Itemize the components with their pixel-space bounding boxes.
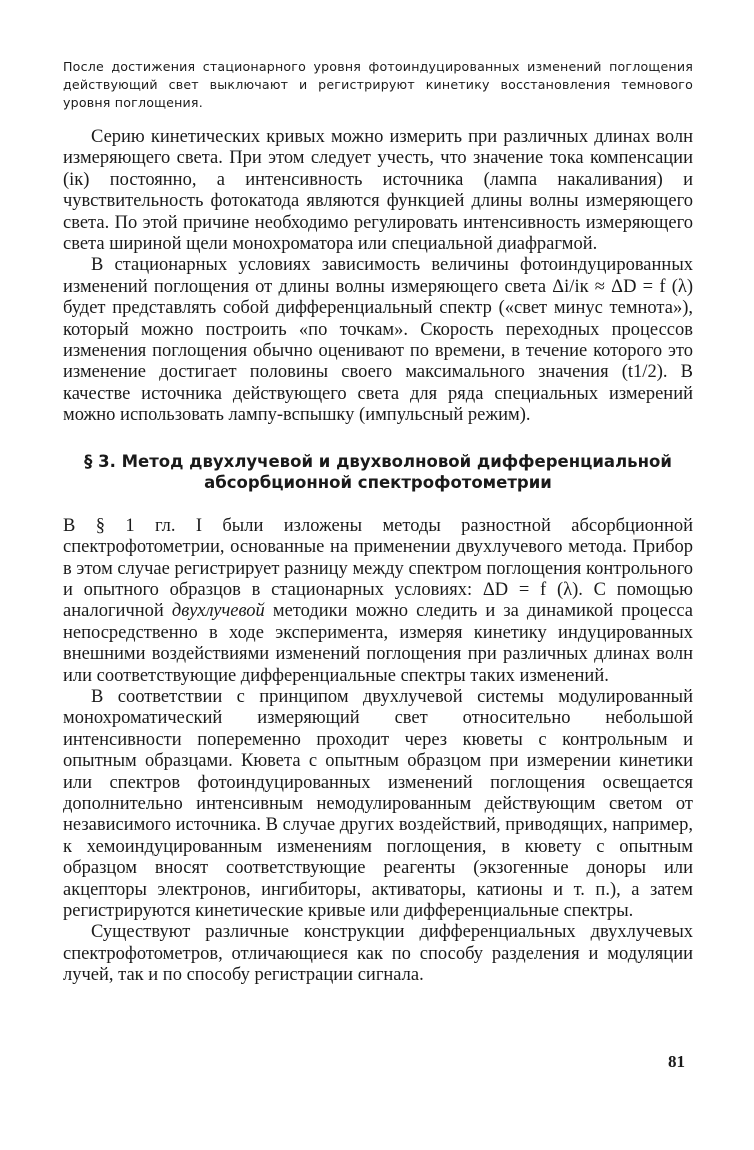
paragraph-kinetic-curves: Серию кинетических кривых можно измерить при различных длинах волн измеряющего света. При этом следует учесть, что значение тока компенсации (iк) постоянно, а интенсивность источника (лампа накаливания) и чувствительность фотокатода являются функцией длины волны измеряющего света. По этой причине необходимо регулировать интенсивность измеряющего света шириной щели монохроматора или специальной диафрагмой. xyxy=(63,127,693,255)
paragraph-constructions: Существуют различные конструкции дифференциальных двухлучевых спектрофотометров, отличающиеся как по способу разделения и модуляции лучей, так и по способу регистрации сигнала. xyxy=(63,922,693,986)
paragraph-intro-emphasis: двухлучевой xyxy=(171,601,265,622)
paragraph-intro-part-2: методики можно следить и за динамикой процесса непосредственно в ходе эксперимента, измеряя кинетику индуцированных внешними воздействиями изменений поглощения при различных длинах волн или соответствующие дифференциальные спектры таких изменений. xyxy=(63,601,694,686)
page-content xyxy=(63,58,693,987)
section-heading-line-1: § 3. Метод двухлучевой и двухволновой дифференциальной xyxy=(84,451,672,471)
section-heading-line-2: абсорбционной спектрофотометрии xyxy=(204,472,552,492)
figure-caption: После достижения стационарного уровня фотоиндуцированных изменений поглощения действующий свет выключают и регистрируют кинетику восстановления темнового уровня поглощения. xyxy=(63,59,693,110)
paragraph-intro xyxy=(63,516,693,687)
paragraph-intro-part-1: В § 1 гл. I были изложены методы разностной абсорбционной спектрофотометрии, основанные на применении двухлучевого метода. Прибор в этом случае регистрирует разницу между спектром поглощения контрольного и опытного образцов в стационарных условиях: ΔD = f (λ). С помощью аналогичной xyxy=(63,515,693,622)
paragraph-two-beam-principle: В соответствии с принципом двухлучевой системы модулированный монохроматический измеряющий свет относительно небольшой интенсивности попеременно проходит через кюветы с контрольным и опытным образцами. Кювета с опытным образцом при измерении кинетики или спектров фотоиндуцированных изменений поглощения освещается дополнительно интенсивным немодулированным действующим светом от независимого источника. В случае других воздействий, приводящих, например, к хемоиндуцированным изменениям поглощения, в кювету с опытным образцом вносят соответствующие реагенты (экзогенные доноры или акцепторы электронов, ингибиторы, активаторы, катионы и т. п.), а затем регистрируются кинетические кривые или дифференциальные спектры. xyxy=(63,686,693,921)
page-number: 81 xyxy=(668,1052,685,1071)
section-heading xyxy=(63,451,693,493)
paragraph-stationary-conditions: В стационарных условиях зависимость величины фотоиндуцированных изменений поглощения от длины волны измеряющего света Δi/iк ≈ ΔD = f (λ) будет представлять собой дифференциальный спектр («свет минус темнота»), который можно построить «по точкам». Скорость переходных процессов изменения поглощения обычно оценивают по времени, в течение которого это изменение достигает половины своего максимального значения (t1/2). В качестве источника действующего света для ряда специальных измерений можно использовать лампу-вспышку (импульсный режим). xyxy=(63,255,693,426)
